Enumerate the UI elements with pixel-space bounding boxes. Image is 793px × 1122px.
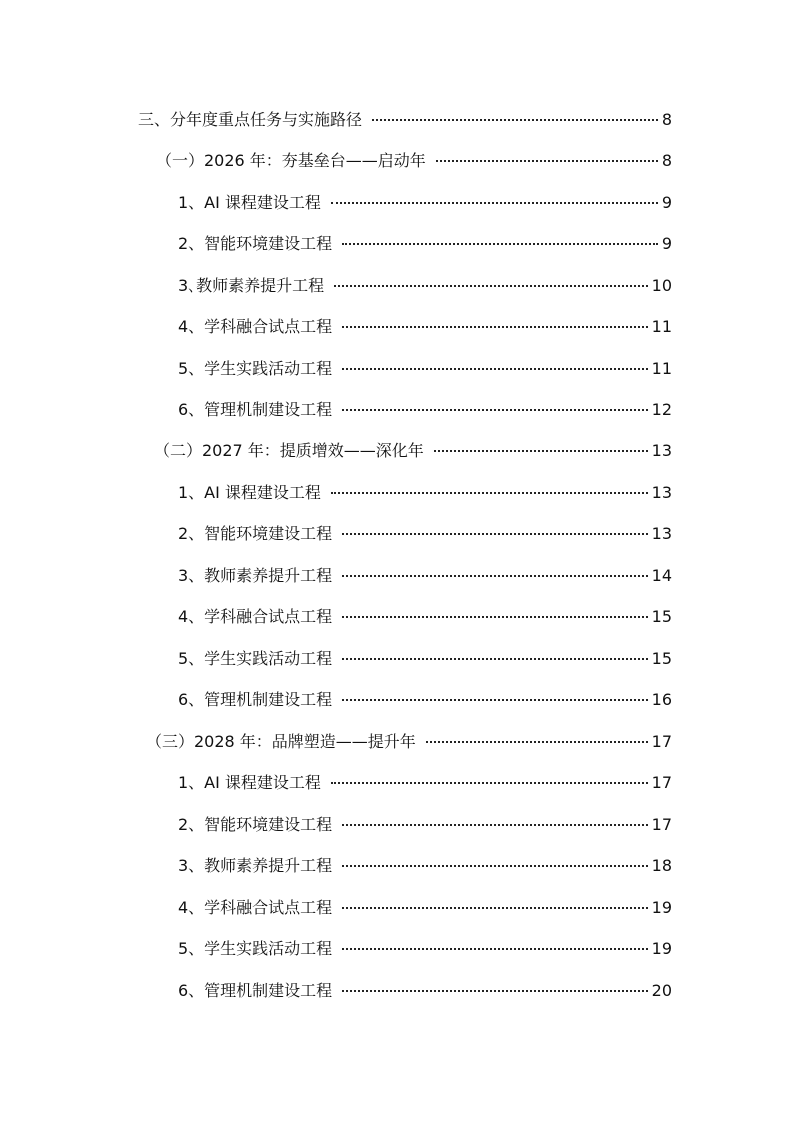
toc-entry-label: 5、学生实践活动工程: [178, 939, 333, 958]
toc-entry-2028-item-1[interactable]: [178, 771, 672, 795]
toc-entry-page: 13: [651, 441, 672, 460]
toc-dot-leader: [426, 741, 648, 743]
toc-dot-leader: [331, 782, 648, 784]
toc-entry-page: 15: [651, 649, 672, 668]
toc-dot-leader: [342, 865, 647, 867]
toc-entry-page: 9: [661, 234, 672, 253]
toc-dot-leader: [334, 285, 647, 287]
toc-entry-page: 14: [651, 566, 672, 585]
toc-entry-2027-item-6[interactable]: [178, 688, 672, 712]
toc-entry-label: （三）2028 年：品牌塑造——提升年: [146, 732, 416, 751]
toc-dot-leader: [342, 533, 647, 535]
toc-entry-label: 3、教师素养提升工程: [178, 566, 333, 585]
toc-entry-label: 6、管理机制建设工程: [178, 981, 333, 1000]
toc-entry-label: 4、学科融合试点工程: [178, 317, 333, 336]
toc-entry-2026-item-6[interactable]: [178, 398, 672, 422]
toc-entry-page: 18: [651, 856, 672, 875]
toc-entry-label: 5、学生实践活动工程: [178, 649, 333, 668]
toc-entry-2027[interactable]: [154, 439, 672, 463]
toc-dot-leader: [342, 243, 658, 245]
toc-dot-leader: [342, 824, 647, 826]
toc-entry-page: 11: [651, 317, 672, 336]
toc-entry-label: 2、智能环境建设工程: [178, 815, 333, 834]
toc-entry-label: 2、智能环境建设工程: [178, 234, 333, 253]
toc-entry-label: （二）2027 年：提质增效——深化年: [154, 441, 424, 460]
toc-entry-page: 20: [651, 981, 672, 1000]
toc-entry-2027-item-1[interactable]: [178, 481, 672, 505]
toc-entry-2028-item-3[interactable]: [178, 854, 672, 878]
toc-entry-page: 17: [651, 815, 672, 834]
toc-entry-label: 3、教师素养提升工程: [178, 856, 333, 875]
toc-entry-2028-item-2[interactable]: [178, 813, 672, 837]
toc-entry-page: 16: [651, 690, 672, 709]
toc-entry-page: 8: [661, 110, 672, 129]
toc-dot-leader: [436, 160, 658, 162]
toc-entry-page: 13: [651, 524, 672, 543]
toc-dot-leader: [372, 119, 658, 121]
toc-entry-label: 4、学科融合试点工程: [178, 898, 333, 917]
toc-dot-leader: [331, 492, 648, 494]
toc-entry-page: 19: [651, 898, 672, 917]
toc-entry-2026-item-4[interactable]: [178, 315, 672, 339]
toc-entry-page: 17: [651, 732, 672, 751]
toc-dot-leader: [331, 202, 658, 204]
toc-entry-2026[interactable]: [156, 149, 672, 173]
toc-entry-2028-item-4[interactable]: [178, 896, 672, 920]
toc-entry-label: （一）2026 年：夯基垒台——启动年: [156, 151, 426, 170]
toc-entry-label: 2、智能环境建设工程: [178, 524, 333, 543]
toc-entry-label: 1、AI 课程建设工程: [178, 483, 321, 502]
toc-entry-label: 4、学科融合试点工程: [178, 607, 333, 626]
toc-entry-page: 15: [651, 607, 672, 626]
toc-dot-leader: [342, 907, 647, 909]
toc-entry-page: 8: [661, 151, 672, 170]
toc-dot-leader: [342, 575, 647, 577]
toc-dot-leader: [434, 450, 648, 452]
toc-entry-2028-item-5[interactable]: [178, 937, 672, 961]
toc-entry-2028[interactable]: [146, 730, 672, 754]
toc-entry-label: 1、AI 课程建设工程: [178, 193, 321, 212]
toc-entry-section-3[interactable]: [138, 108, 672, 132]
toc-entry-2027-item-5[interactable]: [178, 647, 672, 671]
toc-entry-page: 11: [651, 359, 672, 378]
toc-entry-2027-item-3[interactable]: [178, 564, 672, 588]
toc-dot-leader: [342, 616, 647, 618]
toc-entry-label: 3､教师素养提升工程: [178, 276, 325, 295]
toc-dot-leader: [342, 990, 647, 992]
toc-entry-label: 6、管理机制建设工程: [178, 400, 333, 419]
toc-dot-leader: [342, 658, 647, 660]
toc-entry-label: 1、AI 课程建设工程: [178, 773, 321, 792]
toc-entry-2028-item-6[interactable]: [178, 979, 672, 1003]
toc-entry-2026-item-5[interactable]: [178, 357, 672, 381]
toc-dot-leader: [342, 948, 647, 950]
toc-entry-2026-item-1[interactable]: [178, 191, 672, 215]
toc-entry-page: 19: [651, 939, 672, 958]
toc-entry-page: 9: [661, 193, 672, 212]
toc-entry-label: 6、管理机制建设工程: [178, 690, 333, 709]
toc-entry-label: 5、学生实践活动工程: [178, 359, 333, 378]
toc-entry-page: 17: [651, 773, 672, 792]
toc-entry-2027-item-4[interactable]: [178, 605, 672, 629]
toc-entry-label: 三、分年度重点任务与实施路径: [138, 110, 363, 129]
toc-entry-2026-item-2[interactable]: [178, 232, 672, 256]
toc-dot-leader: [342, 326, 647, 328]
toc-entry-2026-item-3[interactable]: [178, 274, 672, 298]
toc-dot-leader: [342, 368, 647, 370]
toc-entry-2027-item-2[interactable]: [178, 522, 672, 546]
toc-dot-leader: [342, 409, 647, 411]
toc-entry-page: 12: [651, 400, 672, 419]
toc-dot-leader: [342, 699, 647, 701]
toc-entry-page: 10: [651, 276, 672, 295]
toc-entry-page: 13: [651, 483, 672, 502]
